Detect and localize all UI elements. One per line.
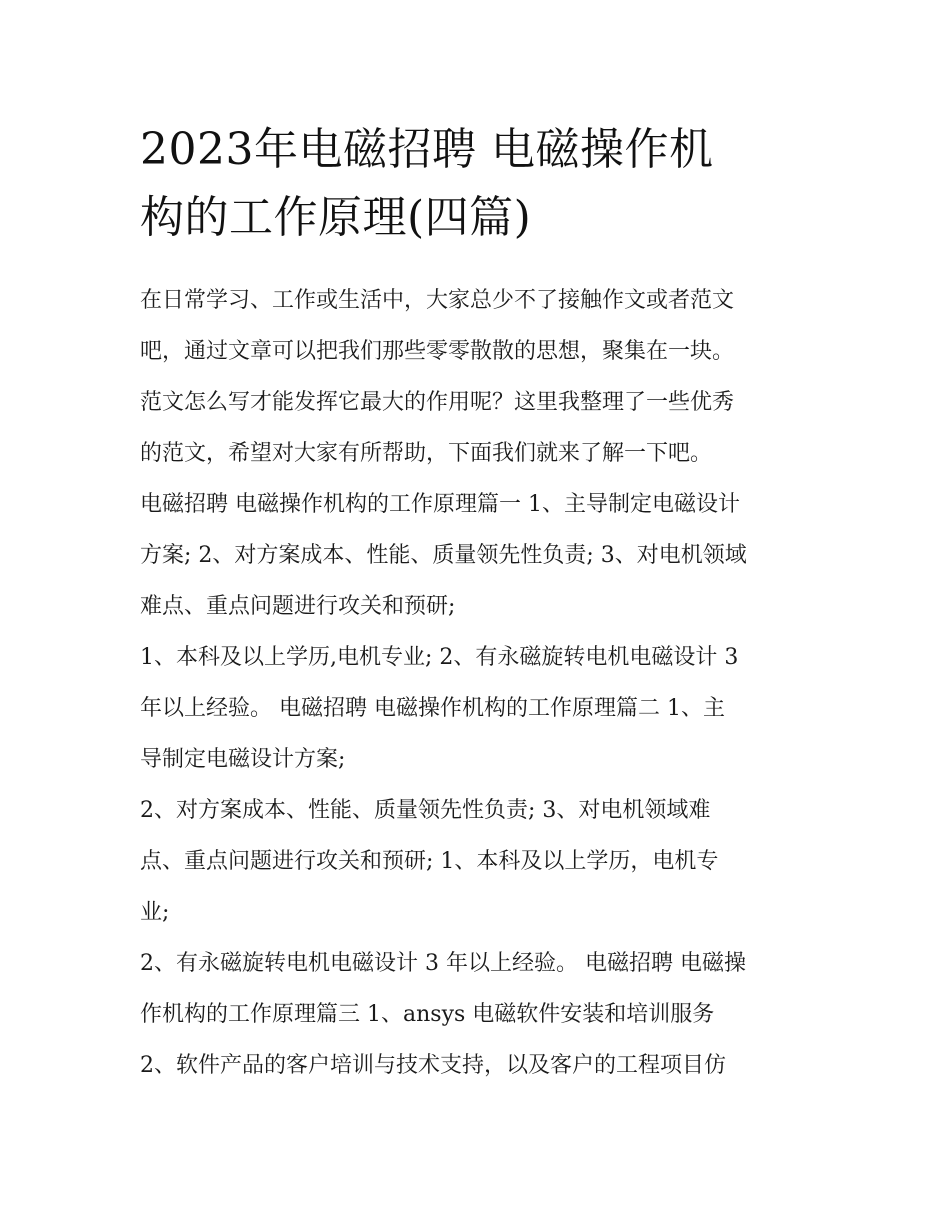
body-line: 范文怎么写才能发挥它最大的作用呢？这里我整理了一些优秀 <box>140 390 735 415</box>
body-line: 1、本科及以上学历,电机专业; 2、有永磁旋转电机电磁设计 3 <box>140 645 739 670</box>
title-line-2: 构的工作原理(四篇) <box>140 192 532 243</box>
body-line: 的范文，希望对大家有所帮助，下面我们就来了解一下吧。 <box>140 441 713 466</box>
body-line: 方案; 2、对方案成本、性能、质量领先性负责; 3、对电机领域 <box>140 543 747 568</box>
body-line: 2、软件产品的客户培训与技术支持，以及客户的工程项目仿 <box>140 1053 726 1078</box>
document-body <box>140 275 820 1091</box>
body-line: 吧，通过文章可以把我们那些零零散散的思想，聚集在一块。 <box>140 339 735 364</box>
body-line: 点、重点问题进行攻关和预研; 1、本科及以上学历，电机专 <box>140 849 719 874</box>
document-title <box>140 116 820 252</box>
body-line: 在日常学习、工作或生活中，大家总少不了接触作文或者范文 <box>140 288 735 313</box>
body-line: 2、有永磁旋转电机电磁设计 3 年以上经验。 电磁招聘 电磁操 <box>140 951 746 976</box>
body-line: 导制定电磁设计方案; <box>140 747 346 772</box>
title-line-1: 2023年电磁招聘 电磁操作机 <box>140 124 714 175</box>
body-line: 作机构的工作原理篇三 1、ansys 电磁软件安装和培训服务 <box>140 1002 715 1027</box>
body-line: 业; <box>140 900 170 925</box>
body-line: 难点、重点问题进行攻关和预研; <box>140 594 456 619</box>
body-line: 年以上经验。 电磁招聘 电磁操作机构的工作原理篇二 1、主 <box>140 696 725 721</box>
body-line: 2、对方案成本、性能、质量领先性负责; 3、对电机领域难 <box>140 798 711 823</box>
body-line: 电磁招聘 电磁操作机构的工作原理篇一 1、主导制定电磁设计 <box>140 492 740 517</box>
